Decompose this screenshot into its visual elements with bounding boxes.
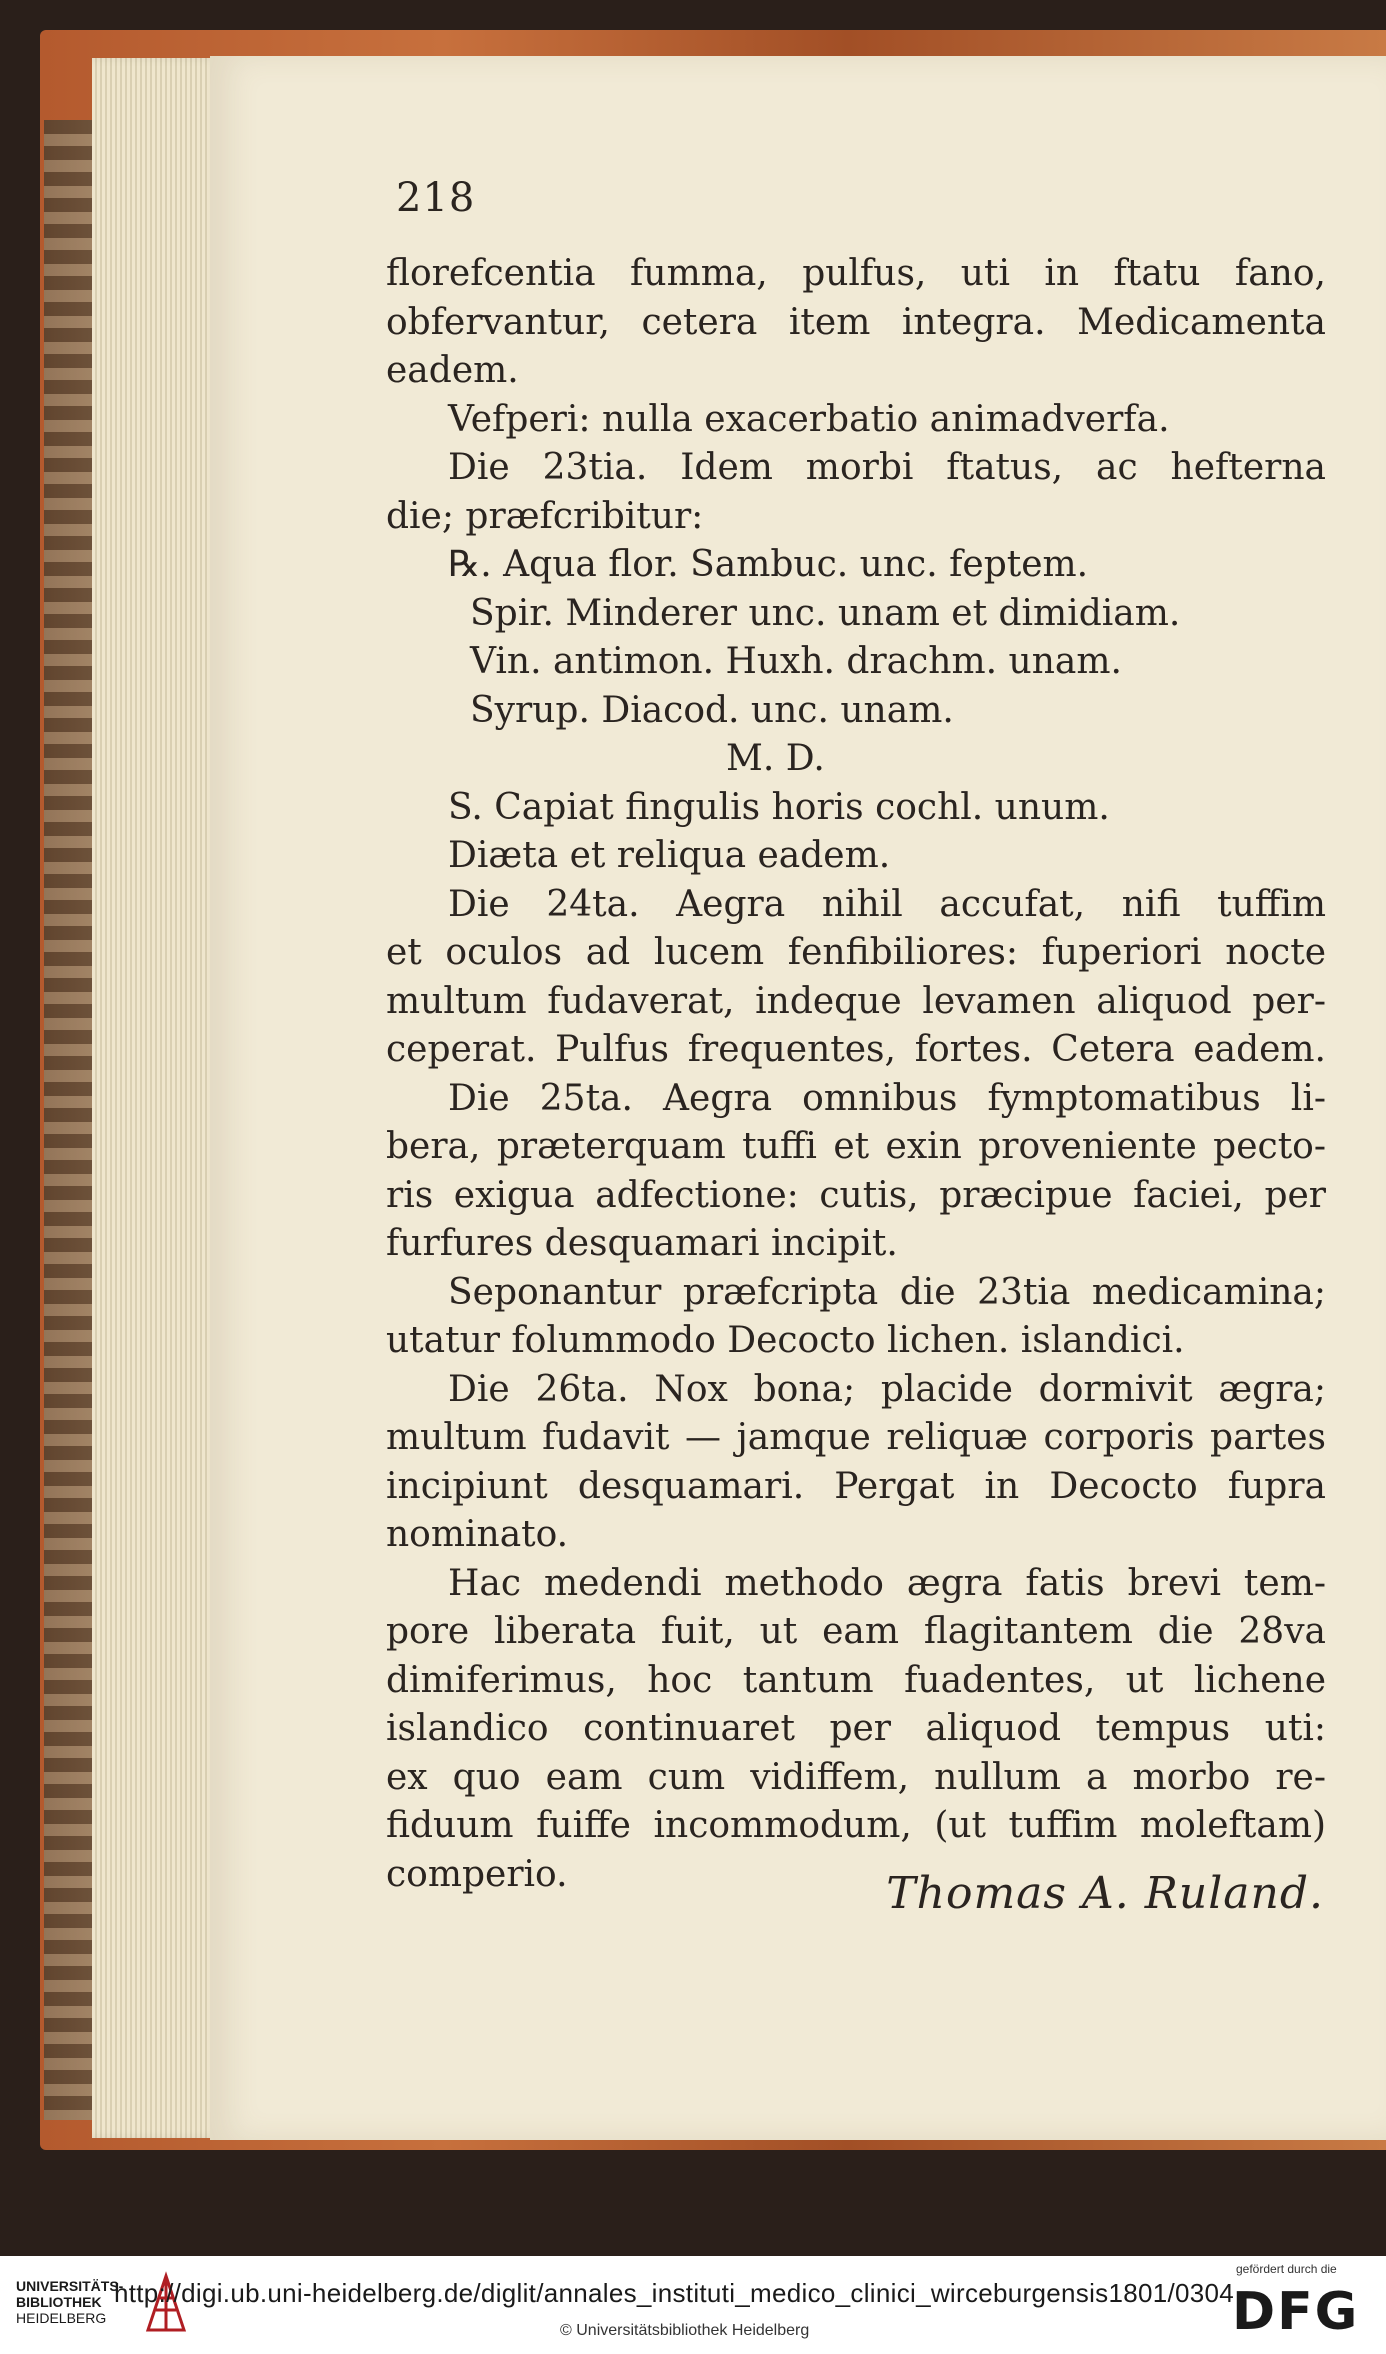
university-library-logo[interactable]: UNIVERSITÄTS- BIBLIOTHEK HEIDELBERG <box>16 2278 124 2326</box>
author-signature: Thomas A. Ruland. <box>886 1868 1324 1919</box>
text-line: incipiunt desquamari. Pergat in Decocto fupra <box>386 1465 1326 1507</box>
text-line: ℞. Aqua flor. Sambuc. unc. feptem. <box>448 544 1089 585</box>
text-line: bera, præterquam tuffi et exin proveniente pecto- <box>386 1126 1326 1167</box>
text-line: furfures desquamari incipit. <box>386 1223 898 1264</box>
text-line: utatur folummodo Decocto lichen. islandici. <box>386 1320 1185 1361</box>
text-line: ceperat. Pulfus frequentes, fortes. Cetera eadem. <box>386 1029 1326 1070</box>
text-line: dimiferimus, hoc tantum fuadentes, ut lichene <box>386 1659 1326 1701</box>
text-line: S. Capiat fingulis horis cochl. unum. <box>448 786 1110 828</box>
text-line: islandico continuaret per aliquod tempus uti: <box>386 1708 1326 1749</box>
text-line: et oculos ad lucem fenfibiliores: fuperiori nocte <box>386 932 1326 973</box>
page-text <box>386 250 1326 1899</box>
page-number: 218 <box>396 175 476 221</box>
text-line: comperio. <box>386 1853 568 1895</box>
text-line: Hac medendi methodo ægra fatis brevi tem- <box>448 1562 1326 1604</box>
copyright-notice: © Universitätsbibliothek Heidelberg <box>560 2322 810 2339</box>
text-line: Vin. antimon. Huxh. drachm. unam. <box>470 641 1122 682</box>
text-line: Spir. Minderer unc. unam et dimidiam. <box>470 592 1181 634</box>
page-stack-edges <box>92 58 222 2138</box>
text-line: Die 26ta. Nox bona; placide dormivit ægra; <box>448 1368 1326 1410</box>
text-line: nominato. <box>386 1514 569 1555</box>
text-line: Diæta et reliqua eadem. <box>448 835 891 876</box>
text-line: fiduum fuiffe incommodum, (ut tuffim moleftam) <box>386 1805 1326 1846</box>
text-line: pore liberata fuit, ut eam flagitantem die 28va <box>386 1611 1326 1652</box>
text-line: die; præfcribitur: <box>386 495 704 537</box>
text-line: ris exigua adfectione: cutis, præcipue faciei, per <box>386 1174 1326 1216</box>
text-line: multum fudavit — jamque reliquæ corporis partes <box>386 1417 1326 1458</box>
funding-label: gefördert durch die <box>1236 2262 1337 2276</box>
text-line: eadem. <box>386 350 519 391</box>
permalink-url[interactable]: http://digi.ub.uni-heidelberg.de/diglit/annales_instituti_medico_clinici_wirceburgensis1801/0304 <box>114 2278 1235 2308</box>
text-line: florefcentia fumma, pulfus, uti in ftatu fano, <box>386 253 1326 294</box>
text-line: ex quo eam cum vidiffem, nullum a morbo re- <box>386 1756 1326 1798</box>
text-line: Vefperi: nulla exacerbatio animadverfa. <box>448 398 1170 440</box>
text-line: Die 25ta. Aegra omnibus fymptomatibus li- <box>448 1077 1326 1119</box>
text-line: Seponantur præfcripta die 23tia medicamina; <box>448 1271 1326 1313</box>
text-line: Die 23tia. Idem morbi ftatus, ac hefterna <box>448 447 1326 488</box>
text-line: multum fudaverat, indeque levamen aliquod per- <box>386 980 1326 1022</box>
marbled-cover-edge <box>44 120 92 2120</box>
dfg-logo[interactable]: DFG <box>1232 2282 1360 2342</box>
viewer-footer <box>0 2256 1386 2354</box>
text-line: Syrup. Diacod. unc. unam. <box>470 689 954 731</box>
text-line: M. D. <box>726 738 825 779</box>
text-line: Die 24ta. Aegra nihil accufat, nifi tuffim <box>448 883 1326 925</box>
text-line: obfervantur, cetera item integra. Medicamenta <box>386 301 1326 343</box>
